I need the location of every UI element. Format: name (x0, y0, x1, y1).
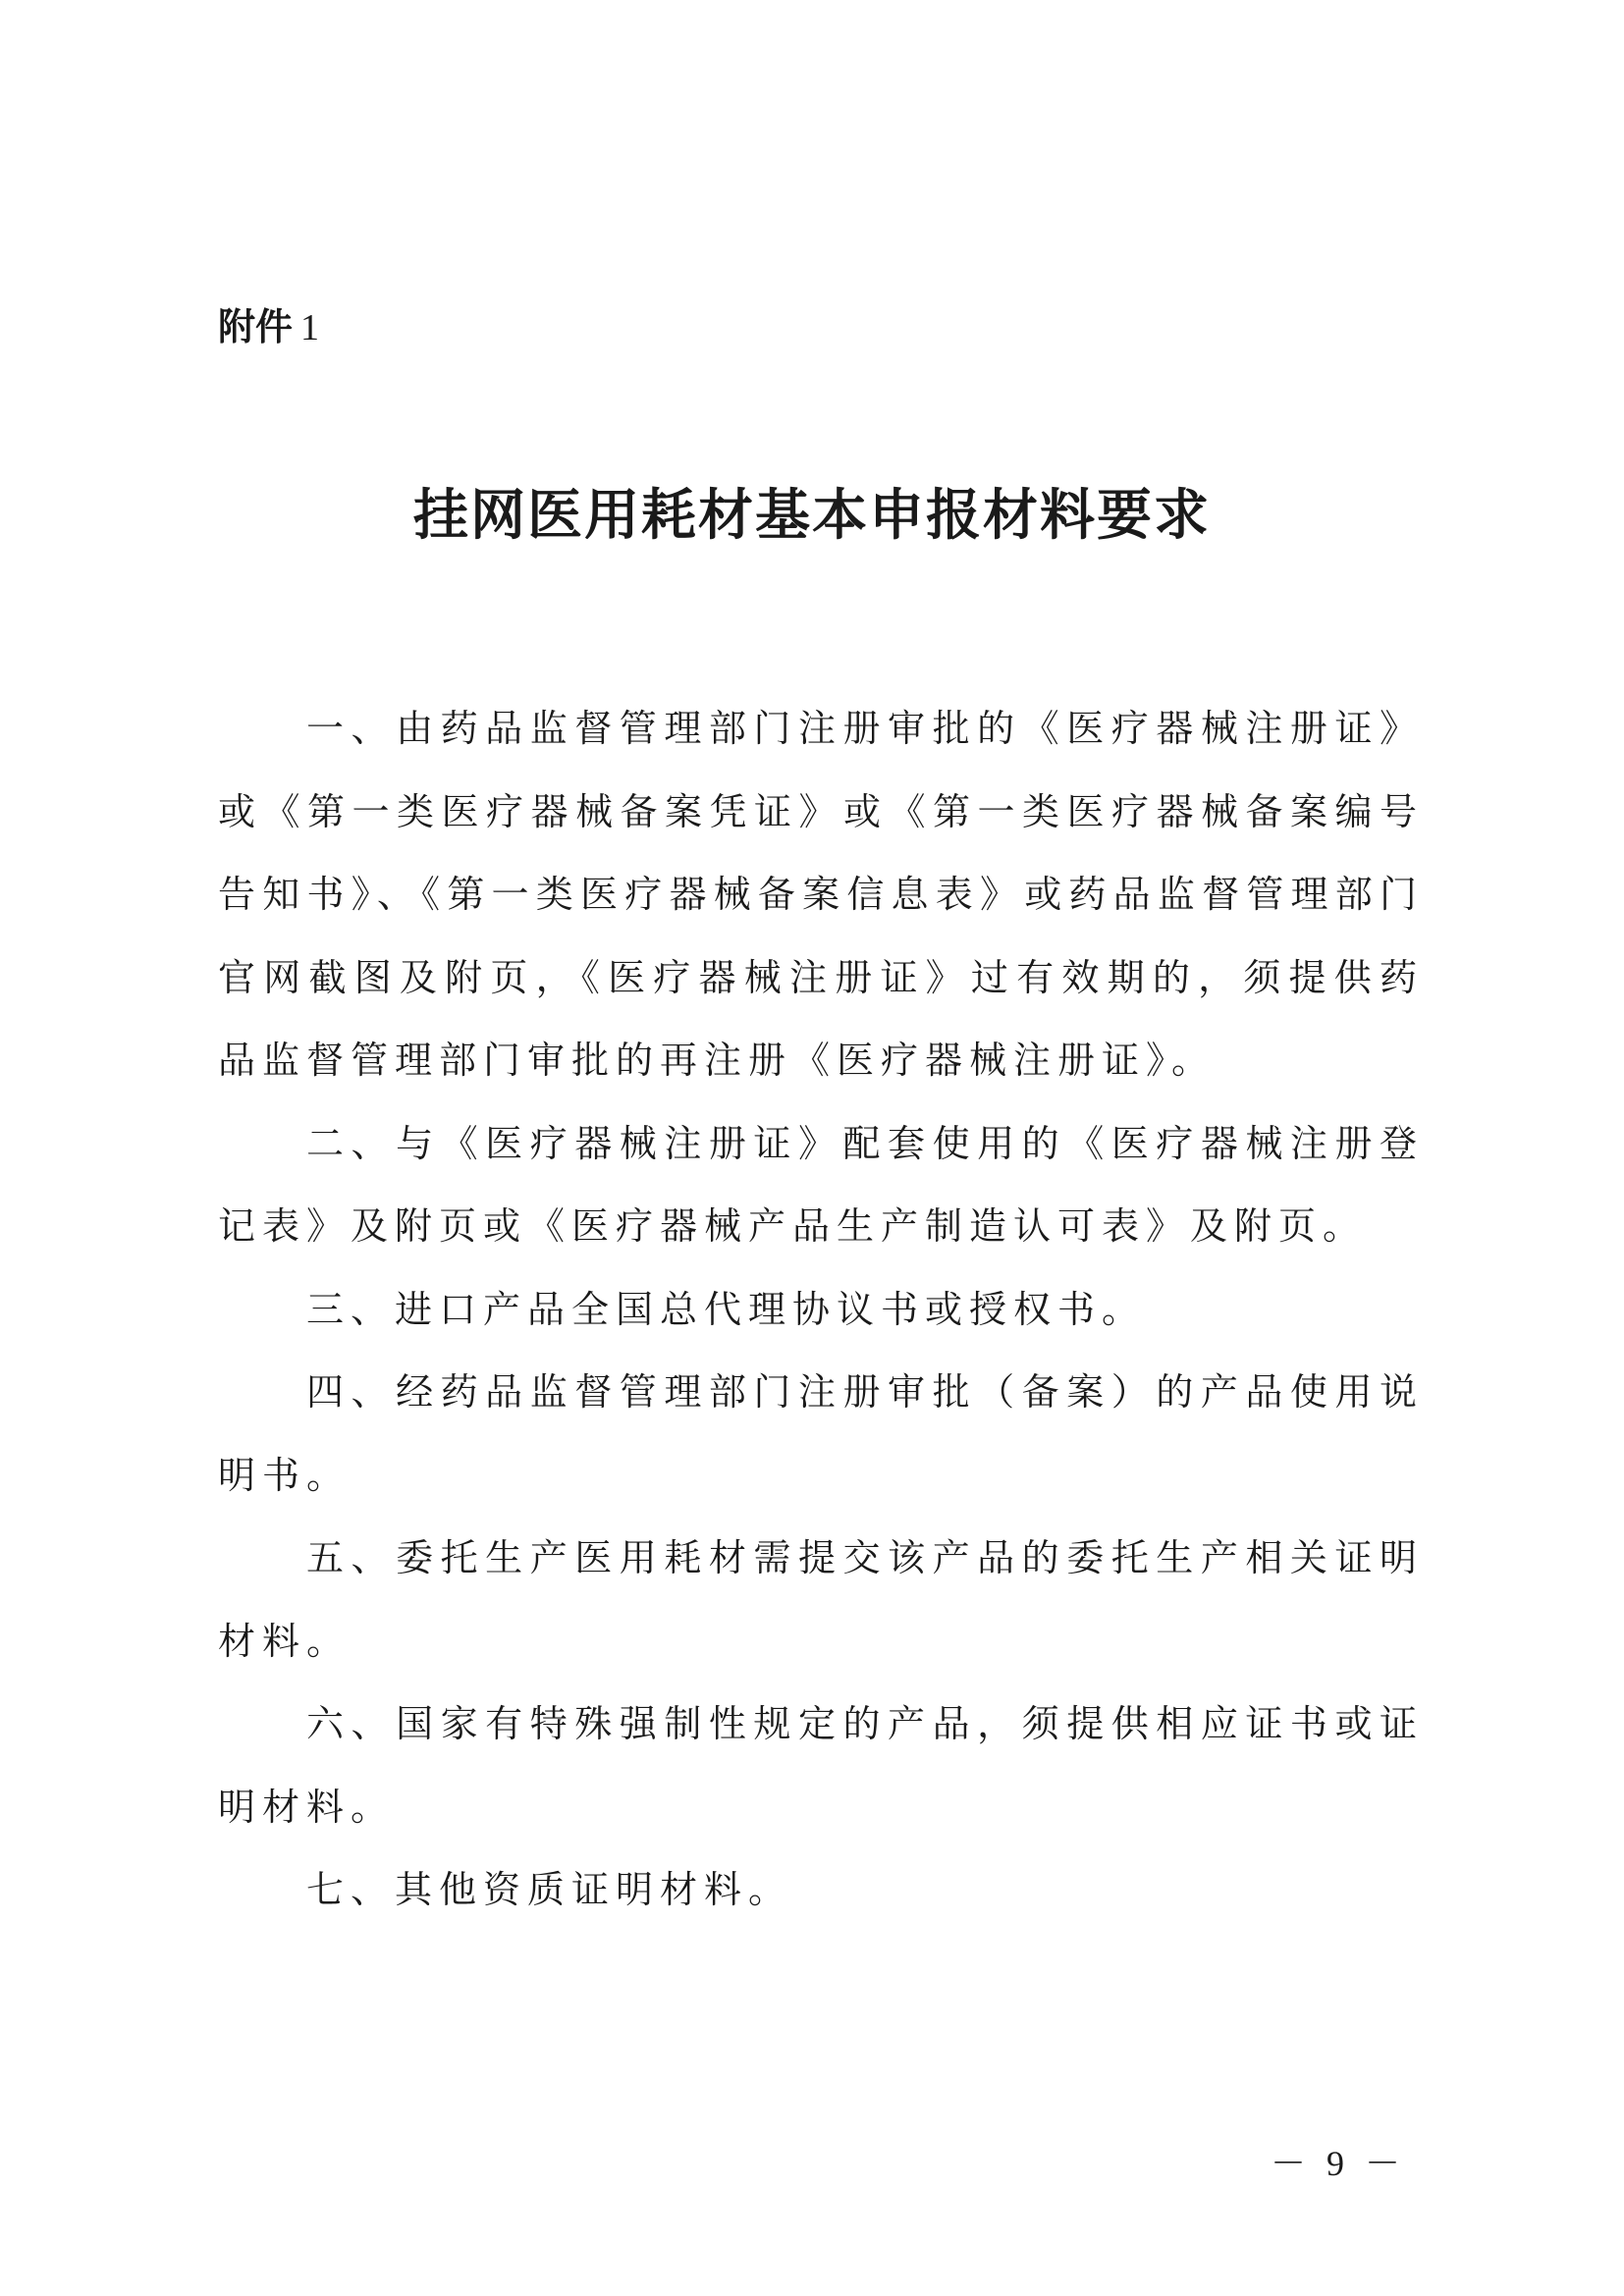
paragraph-6: 六、国家有特殊强制性规定的产品，须提供相应证书或证明材料。 (218, 1702, 1424, 1829)
attachment-label-text: 附件 (218, 305, 294, 348)
document-title: 挂网医用耗材基本申报材料要求 (413, 483, 1211, 548)
page-number: － 9 － (1270, 2144, 1406, 2183)
paragraph-7: 七、其他资质证明材料。 (306, 1868, 793, 1911)
document-body (218, 687, 1424, 1932)
paragraph-5: 五、委托生产医用耗材需提交该产品的委托生产相关证明材料。 (218, 1536, 1424, 1663)
paragraph-1: 一、由药品监督管理部门注册审批的《医疗器械注册证》或《第一类医疗器械备案凭证》或《第一类医疗器械备案编号告知书》、《第一类医疗器械备案信息表》或药品监督管理部门官网截图及附页，《医疗器械注册证》过有效期的，须提供药品监督管理部门审批的再注册《医疗器械注册证》。 (218, 707, 1424, 1082)
paragraph-3: 三、进口产品全国总代理协议书或授权书。 (306, 1287, 1147, 1331)
paragraph-4: 四、经药品监督管理部门注册审批（备案）的产品使用说明书。 (218, 1370, 1424, 1497)
paragraph-2: 二、与《医疗器械注册证》配套使用的《医疗器械注册登记表》及附页或《医疗器械产品生产制造认可表》及附页。 (218, 1121, 1424, 1248)
attachment-label (218, 302, 319, 352)
attachment-number: 1 (300, 307, 320, 348)
